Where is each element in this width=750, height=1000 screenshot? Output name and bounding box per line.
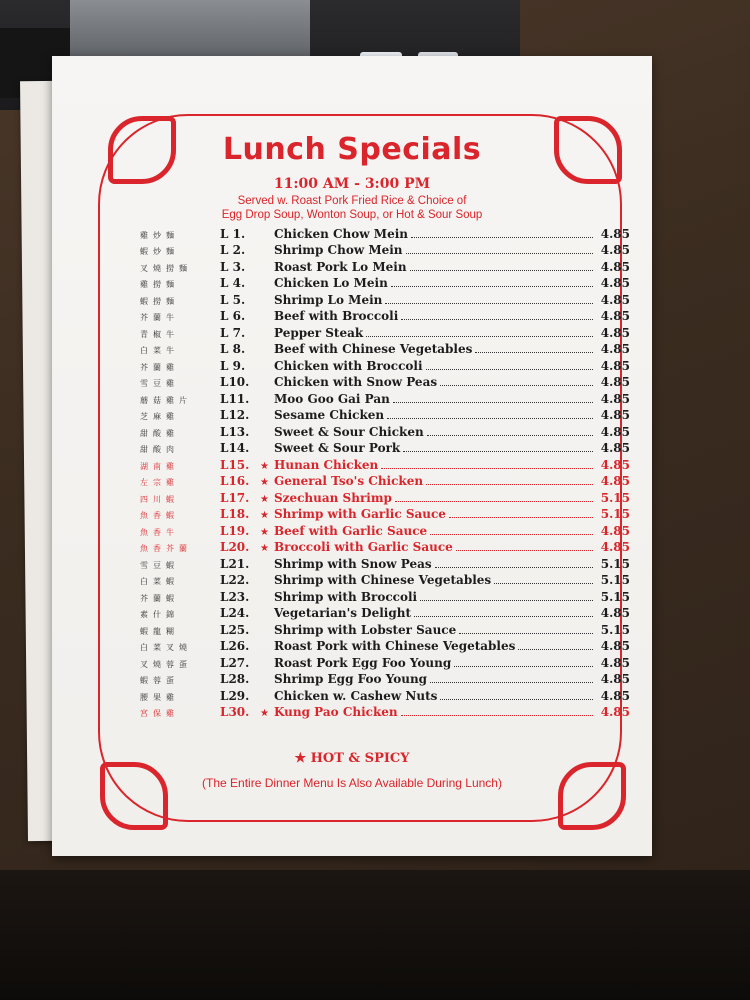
item-price: 4.85 xyxy=(600,243,630,257)
item-name: Chicken w. Cashew Nuts xyxy=(274,688,438,703)
laptop-palmrest xyxy=(70,0,310,60)
menu-item-row xyxy=(130,224,630,241)
item-price: 4.85 xyxy=(600,424,630,439)
leader-dots xyxy=(414,615,593,617)
item-code: L29. xyxy=(220,688,250,703)
menu-item-row xyxy=(130,670,630,687)
item-code: L 9. xyxy=(220,358,246,373)
chinese-name: 腰果雞 xyxy=(140,692,179,702)
spicy-star-icon: ★ xyxy=(260,477,269,488)
leader-dots xyxy=(430,533,593,535)
menu-item-row xyxy=(130,604,630,621)
item-name: Shrimp Lo Mein xyxy=(274,292,383,307)
item-name: Vegetarian's Delight xyxy=(274,606,411,620)
item-name: Beef with Broccoli xyxy=(274,309,399,323)
item-name: General Tso's Chicken xyxy=(274,474,424,488)
item-name: Shrimp Egg Foo Young xyxy=(274,672,428,686)
menu-item-row xyxy=(130,620,630,637)
chinese-name: 宮保雞 xyxy=(140,709,179,718)
item-price: 4.85 xyxy=(600,474,630,488)
menu-item-row xyxy=(130,406,630,423)
menu-item-row xyxy=(130,455,630,472)
item-name: Chicken Lo Mein xyxy=(274,276,388,290)
item-name: Moo Goo Gai Pan xyxy=(274,391,390,406)
menu-item-row xyxy=(130,422,630,439)
item-price: 4.85 xyxy=(600,292,630,307)
lunch-hours: 11:00 AM - 3:00 PM xyxy=(273,176,431,192)
chinese-name: 白菜叉燒 xyxy=(140,643,192,652)
menu-item-row xyxy=(130,274,630,291)
chinese-name: 芥蘭牛 xyxy=(140,313,179,322)
chinese-name: 芥蘭蝦 xyxy=(140,593,179,603)
menu-item-row xyxy=(130,356,630,373)
leader-dots xyxy=(401,714,593,716)
leader-dots xyxy=(454,665,593,667)
item-code: L13. xyxy=(220,424,250,439)
item-code: L21. xyxy=(220,556,250,571)
item-code: L23. xyxy=(220,589,250,604)
item-code: L 8. xyxy=(220,342,246,356)
item-price: 4.85 xyxy=(600,639,630,653)
menu-sheet xyxy=(52,56,652,856)
spicy-star-icon: ★ xyxy=(260,526,269,538)
item-code: L 7. xyxy=(220,325,246,340)
chinese-name: 魚香牛 xyxy=(140,527,179,537)
item-code: L 5. xyxy=(220,292,246,307)
item-code: L19. xyxy=(220,523,250,538)
item-code: L10. xyxy=(220,375,250,389)
menu-item-row xyxy=(130,538,630,555)
item-code: L14. xyxy=(220,441,250,455)
leader-dots xyxy=(440,384,593,386)
served-with-note xyxy=(52,194,652,222)
menu-item-row xyxy=(130,653,630,670)
menu-item-row xyxy=(130,686,630,703)
leader-dots xyxy=(401,318,593,320)
spicy-star-icon: ★ xyxy=(260,493,269,505)
item-code: L16. xyxy=(220,474,250,488)
item-price: 4.85 xyxy=(600,540,630,554)
item-code: L26. xyxy=(220,639,250,653)
leader-dots xyxy=(395,500,593,502)
menu-item-row xyxy=(130,307,630,324)
chinese-name: 甜酸雞 xyxy=(140,428,179,438)
chinese-name: 雪豆蝦 xyxy=(140,560,179,570)
leader-dots xyxy=(385,302,593,304)
item-code: L30. xyxy=(220,705,250,719)
leader-dots xyxy=(449,516,593,518)
menu-item-row xyxy=(130,340,630,357)
item-name: Sesame Chicken xyxy=(274,408,385,422)
item-code: L24. xyxy=(220,606,250,620)
chinese-name: 叉燒撈麵 xyxy=(140,263,192,273)
item-code: L20. xyxy=(220,540,250,554)
leader-dots xyxy=(381,467,593,469)
item-name: Roast Pork Egg Foo Young xyxy=(274,655,452,670)
chinese-name: 蝦蓉蛋 xyxy=(140,676,179,685)
item-price: 4.85 xyxy=(600,523,630,538)
item-name: Shrimp with Broccoli xyxy=(274,589,418,604)
leader-dots xyxy=(391,285,593,287)
spicy-star-icon: ★ xyxy=(260,460,269,472)
menu-item-row xyxy=(130,389,630,406)
menu-item-row xyxy=(130,257,630,274)
chinese-name: 白菜牛 xyxy=(140,346,179,355)
leader-dots xyxy=(494,582,593,584)
item-code: L25. xyxy=(220,622,250,637)
item-name: Broccoli with Garlic Sauce xyxy=(274,540,453,554)
leader-dots xyxy=(430,681,593,683)
item-name: Beef with Garlic Sauce xyxy=(274,523,428,538)
menu-item-row xyxy=(130,439,630,456)
spicy-star-icon: ★ xyxy=(260,543,269,554)
chinese-name: 湖南雞 xyxy=(140,461,179,471)
item-code: L11. xyxy=(220,391,250,406)
corner-ornament-icon xyxy=(552,756,622,826)
chinese-name: 蘑菇雞片 xyxy=(140,395,192,405)
chinese-name: 素什錦 xyxy=(140,610,179,619)
item-price: 5.15 xyxy=(600,589,630,604)
item-name: Chicken with Broccoli xyxy=(274,358,423,373)
item-price: 4.85 xyxy=(600,391,630,406)
item-price: 4.85 xyxy=(600,606,630,620)
chinese-name: 雪豆雞 xyxy=(140,379,179,388)
spicy-star-icon: ★ xyxy=(260,510,269,521)
item-price: 4.85 xyxy=(600,226,630,241)
chinese-name: 雞炒麵 xyxy=(140,230,179,240)
hot-spicy-legend: ★ HOT & SPICY xyxy=(294,751,410,766)
leader-dots xyxy=(387,417,593,419)
item-price: 4.85 xyxy=(600,375,630,389)
item-name: Shrimp Chow Mein xyxy=(274,243,403,257)
item-name: Roast Pork Lo Mein xyxy=(274,259,407,274)
menu-item-row xyxy=(130,554,630,571)
item-price: 4.85 xyxy=(600,672,630,686)
menu-item-row xyxy=(130,290,630,307)
item-price: 4.85 xyxy=(600,276,630,290)
menu-item-row xyxy=(130,488,630,505)
dinner-menu-note: (The Entire Dinner Menu Is Also Available During Lunch) xyxy=(202,776,502,790)
item-code: L 2. xyxy=(220,243,246,257)
leader-dots xyxy=(459,632,593,634)
item-name: Kung Pao Chicken xyxy=(274,705,398,719)
leader-dots xyxy=(411,236,593,238)
chinese-name: 甜酸肉 xyxy=(140,445,179,454)
item-name: Hunan Chicken xyxy=(274,457,379,472)
spicy-star-icon: ★ xyxy=(260,708,269,719)
floor-shadow xyxy=(0,870,750,1000)
item-price: 4.85 xyxy=(600,342,630,356)
leader-dots xyxy=(426,368,593,370)
menu-item-row xyxy=(130,472,630,489)
menu-item-row xyxy=(130,323,630,340)
served-line-1: Served w. Roast Pork Fried Rice & Choice of xyxy=(237,195,467,207)
item-code: L 4. xyxy=(220,276,246,290)
item-price: 4.85 xyxy=(600,325,630,340)
leader-dots xyxy=(427,434,593,436)
item-code: L 3. xyxy=(220,259,246,274)
chinese-name: 蝦龍糊 xyxy=(140,626,179,636)
item-code: L12. xyxy=(220,408,250,422)
item-code: L18. xyxy=(220,507,250,521)
leader-dots xyxy=(518,648,593,650)
item-code: L15. xyxy=(220,457,250,472)
served-line-2: Egg Drop Soup, Wonton Soup, or Hot & Sour Soup xyxy=(221,209,483,221)
menu-item-row xyxy=(130,521,630,538)
item-name: Sweet & Sour Chicken xyxy=(274,424,424,439)
chinese-name: 雞撈麵 xyxy=(140,280,179,289)
chinese-name: 蝦炒麵 xyxy=(140,247,179,256)
chinese-name: 魚香蝦 xyxy=(140,511,179,520)
item-price: 5.15 xyxy=(600,490,630,505)
item-code: L 6. xyxy=(220,309,246,323)
leader-dots xyxy=(406,252,593,254)
item-name: Roast Pork with Chinese Vegetables xyxy=(274,639,516,653)
item-name: Pepper Steak xyxy=(274,325,364,340)
item-name: Chicken with Snow Peas xyxy=(274,375,438,389)
leader-dots xyxy=(456,549,593,551)
chinese-name: 四川蝦 xyxy=(140,494,179,504)
item-price: 5.15 xyxy=(600,622,630,637)
item-name: Shrimp with Chinese Vegetables xyxy=(274,573,492,587)
menu-item-row xyxy=(130,637,630,654)
leader-dots xyxy=(435,566,593,568)
item-price: 5.15 xyxy=(600,556,630,571)
chinese-name: 叉燒蓉蛋 xyxy=(140,659,192,669)
corner-ornament-icon xyxy=(94,756,164,826)
item-price: 4.85 xyxy=(600,705,630,719)
item-name: Shrimp with Snow Peas xyxy=(274,556,432,571)
item-name: Chicken Chow Mein xyxy=(274,226,408,241)
item-name: Szechuan Shrimp xyxy=(274,490,392,505)
menu-item-row xyxy=(130,373,630,390)
item-name: Shrimp with Garlic Sauce xyxy=(274,507,446,521)
item-code: L 1. xyxy=(220,226,246,241)
chinese-name: 青椒牛 xyxy=(140,329,179,339)
item-code: L27. xyxy=(220,655,250,670)
chinese-name: 芝麻雞 xyxy=(140,412,179,421)
item-price: 4.85 xyxy=(600,457,630,472)
chinese-name: 左宗雞 xyxy=(140,478,179,487)
leader-dots xyxy=(410,269,593,271)
item-code: L22. xyxy=(220,573,250,587)
item-code: L17. xyxy=(220,490,250,505)
menu-item-row xyxy=(130,587,630,604)
leader-dots xyxy=(420,599,593,601)
menu-list xyxy=(130,224,630,719)
item-price: 4.85 xyxy=(600,655,630,670)
menu-item-row xyxy=(130,703,630,720)
menu-title: Lunch Specials xyxy=(222,132,482,167)
item-price: 4.85 xyxy=(600,309,630,323)
menu-item-row xyxy=(130,241,630,258)
item-code: L28. xyxy=(220,672,250,686)
item-name: Shrimp with Lobster Sauce xyxy=(274,622,457,637)
item-price: 4.85 xyxy=(600,441,630,455)
leader-dots xyxy=(426,483,593,485)
leader-dots xyxy=(366,335,593,337)
item-price: 5.15 xyxy=(600,507,630,521)
item-price: 4.85 xyxy=(600,688,630,703)
leader-dots xyxy=(440,698,593,700)
item-price: 4.85 xyxy=(600,358,630,373)
item-price: 5.15 xyxy=(600,573,630,587)
item-name: Sweet & Sour Pork xyxy=(274,441,401,455)
item-name: Beef with Chinese Vegetables xyxy=(274,342,473,356)
chinese-name: 蝦撈麵 xyxy=(140,296,179,306)
item-price: 4.85 xyxy=(600,259,630,274)
menu-item-row xyxy=(130,505,630,522)
leader-dots xyxy=(475,351,593,353)
chinese-name: 白菜蝦 xyxy=(140,577,179,586)
chinese-name: 魚香芥蘭 xyxy=(140,544,192,553)
menu-item-row xyxy=(130,571,630,588)
item-price: 4.85 xyxy=(600,408,630,422)
chinese-name: 芥蘭雞 xyxy=(140,362,179,372)
leader-dots xyxy=(393,401,593,403)
leader-dots xyxy=(403,450,593,452)
